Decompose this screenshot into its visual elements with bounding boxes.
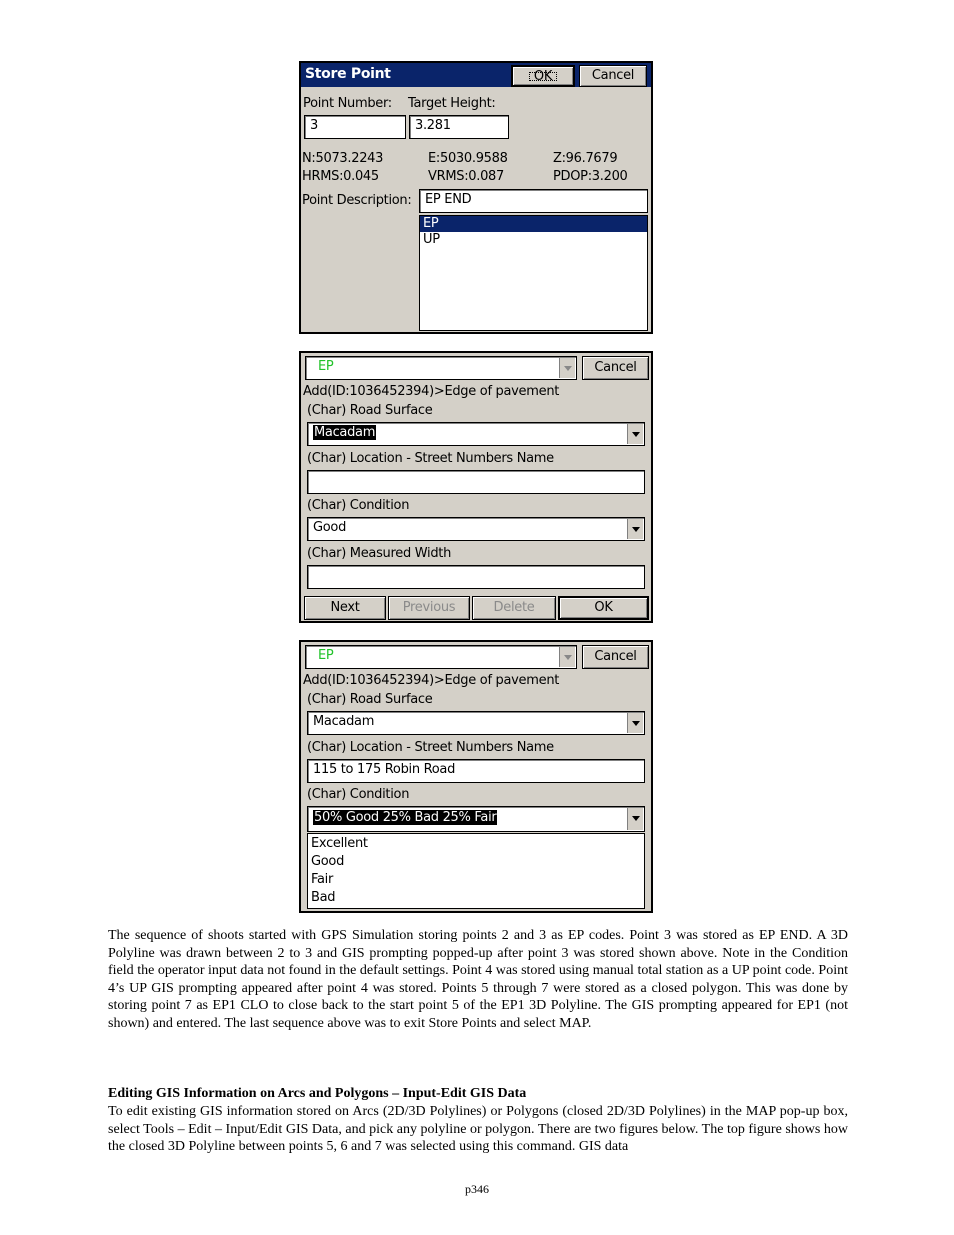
ok-label: OK bbox=[526, 69, 560, 84]
vrms-value: VRMS:0.087 bbox=[428, 169, 504, 184]
feature-code-value: EP bbox=[318, 648, 334, 663]
chevron-down-icon[interactable] bbox=[559, 647, 575, 667]
list-item[interactable]: Excellent bbox=[311, 836, 368, 851]
road-surface-label: (Char) Road Surface bbox=[307, 403, 433, 418]
location-label: (Char) Location - Street Numbers Name bbox=[307, 451, 554, 466]
point-number-label: Point Number: bbox=[303, 96, 392, 111]
cancel-button[interactable] bbox=[582, 645, 649, 669]
target-height-input[interactable]: 3.281 bbox=[409, 115, 509, 139]
condition-select[interactable] bbox=[307, 806, 645, 832]
measured-width-input[interactable] bbox=[307, 565, 645, 589]
previous-label: Previous bbox=[402, 600, 456, 615]
road-surface-select[interactable] bbox=[307, 422, 645, 446]
point-description-label: Point Description: bbox=[302, 193, 412, 208]
point-number-input[interactable]: 3 bbox=[304, 115, 406, 139]
list-item[interactable]: EP bbox=[420, 216, 647, 232]
cancel-label: Cancel bbox=[591, 68, 635, 83]
road-surface-select[interactable] bbox=[307, 711, 645, 735]
chevron-down-icon[interactable] bbox=[627, 808, 643, 830]
next-label: Next bbox=[330, 600, 360, 615]
elevation-value: Z:96.7679 bbox=[553, 151, 618, 166]
location-input[interactable]: 115 to 175 Robin Road bbox=[307, 759, 645, 783]
add-record-text: Add(ID:1036452394)>Edge of pavement bbox=[303, 673, 560, 688]
chevron-down-icon[interactable] bbox=[559, 358, 575, 378]
body-paragraph-2: To edit existing GIS information stored on Arcs (2D/3D Polylines) or Polygons (closed 2D/3D Polylines) in the MAP pop-up box, select Tools – Edit – Input/Edit GIS Data, and pick any polyline or polygon. There are two figures below. The top figure shows how the closed 3D Polyline between points 5, 6 and 7 was selected using this command. GIS data bbox=[108, 1104, 848, 1155]
list-item[interactable]: Fair bbox=[311, 872, 334, 887]
point-description-input[interactable]: EP END bbox=[419, 189, 648, 213]
chevron-down-icon[interactable] bbox=[627, 519, 643, 539]
condition-value: 50% Good 25% Bad 25% Fair bbox=[314, 810, 497, 825]
chevron-down-icon[interactable] bbox=[627, 713, 643, 733]
road-surface-value: Macadam bbox=[314, 425, 376, 440]
target-height-label: Target Height: bbox=[408, 96, 496, 111]
easting-value: E:5030.9588 bbox=[428, 151, 508, 166]
gis-prompt-window-1 bbox=[299, 351, 653, 623]
road-surface-label: (Char) Road Surface bbox=[307, 692, 433, 707]
pdop-value: PDOP:3.200 bbox=[553, 169, 628, 184]
list-item[interactable]: Bad bbox=[311, 890, 336, 905]
delete-label: Delete bbox=[493, 600, 535, 615]
location-input[interactable] bbox=[307, 470, 645, 494]
add-record-text: Add(ID:1036452394)>Edge of pavement bbox=[303, 384, 560, 399]
location-label: (Char) Location - Street Numbers Name bbox=[307, 740, 554, 755]
ok-label: OK bbox=[594, 600, 613, 615]
delete-button[interactable] bbox=[472, 596, 556, 620]
list-item[interactable]: Good bbox=[311, 854, 345, 869]
window-title: Store Point bbox=[305, 66, 391, 82]
store-point-window bbox=[299, 61, 653, 334]
section-heading: Editing GIS Information on Arcs and Polygons – Input-Edit GIS Data bbox=[108, 1086, 527, 1101]
condition-label: (Char) Condition bbox=[307, 787, 410, 802]
list-item[interactable]: UP bbox=[423, 232, 440, 247]
point-code-list[interactable] bbox=[419, 215, 648, 331]
cancel-button[interactable] bbox=[579, 65, 647, 87]
cancel-label: Cancel bbox=[594, 360, 637, 375]
condition-dropdown-list[interactable] bbox=[307, 833, 645, 909]
gis-prompt-window-2 bbox=[299, 640, 653, 913]
ok-button[interactable] bbox=[511, 65, 575, 87]
northing-value: N:5073.2243 bbox=[302, 151, 384, 166]
road-surface-value: Macadam bbox=[313, 714, 375, 729]
chevron-down-icon[interactable] bbox=[627, 424, 643, 444]
hrms-value: HRMS:0.045 bbox=[302, 169, 379, 184]
feature-code-combo[interactable] bbox=[305, 645, 577, 669]
page-number: p346 bbox=[465, 1182, 489, 1196]
cancel-label: Cancel bbox=[594, 649, 637, 664]
next-button[interactable] bbox=[304, 596, 386, 620]
condition-value: Good bbox=[313, 520, 347, 535]
measured-width-label: (Char) Measured Width bbox=[307, 546, 452, 561]
ok-button[interactable] bbox=[558, 596, 649, 620]
feature-code-value: EP bbox=[318, 359, 334, 374]
cancel-button[interactable] bbox=[582, 356, 649, 380]
condition-label: (Char) Condition bbox=[307, 498, 410, 513]
condition-select[interactable] bbox=[307, 517, 645, 541]
body-paragraph-1: The sequence of shoots started with GPS Simulation storing points 2 and 3 as EP codes. Point 3 was stored as EP END. A 3D Polyline was drawn between 2 to 3 and GIS prompting popped-up after point 3 was stored shown above. Note in the Condition field the operator input data not found in the default settings. Point 4 was stored using manual total station as a UP point code. Point 4’s UP GIS prompting appeared after point 4 was stored. Points 5 through 7 were stored as a closed polygon. This was done by storing point 7 as EP1 CLO to close back to the start point 5 of the EP1 3D Polyline. The GIS prompting appeared for EP1 (not shown) and entered. The last sequence above was to exit Store Points and select MAP. bbox=[108, 928, 848, 1031]
previous-button[interactable] bbox=[388, 596, 470, 620]
feature-code-combo[interactable] bbox=[305, 356, 577, 380]
